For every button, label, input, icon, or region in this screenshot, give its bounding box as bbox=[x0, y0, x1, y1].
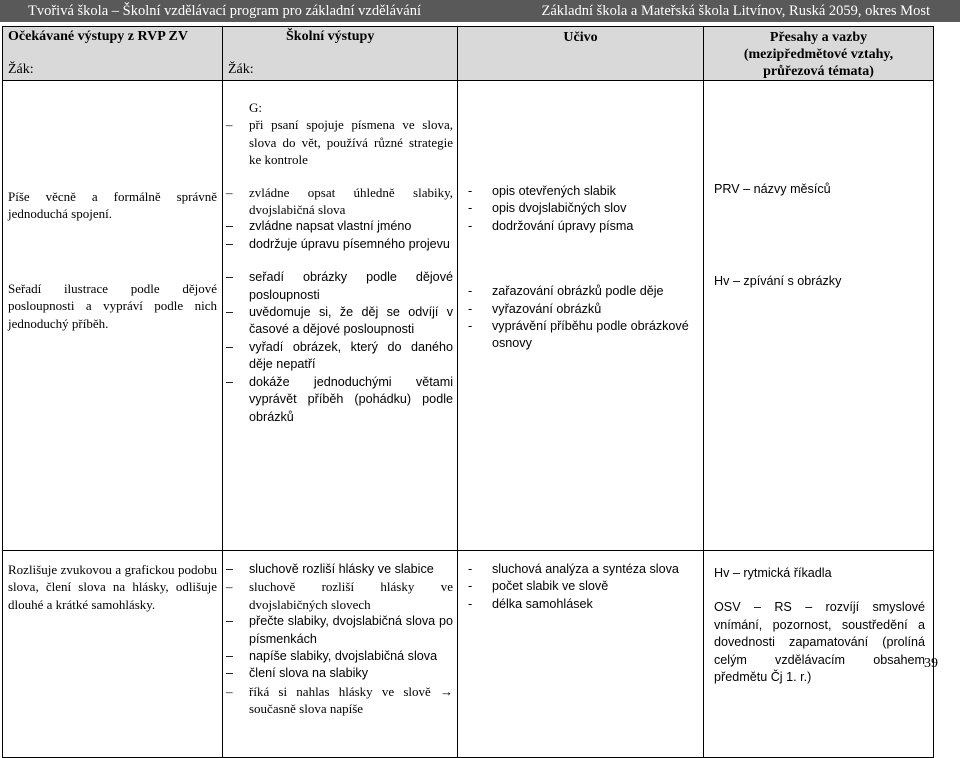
col2-title: Školní výstupy bbox=[286, 29, 375, 44]
list-item: - délka samohlásek bbox=[492, 596, 699, 613]
list-item: – člení slova na slabiky bbox=[249, 665, 453, 682]
school-list-r1 bbox=[223, 116, 457, 168]
list-item: – uvědomuje si, že děj se odvíjí v časové a dějové posloupnosti bbox=[249, 304, 453, 339]
list-item: - opis dvojslabičných slov bbox=[492, 200, 699, 217]
col-links-header bbox=[704, 27, 934, 81]
header-right: Základní škola a Mateřská škola Litvínov, Ruská 2059, okres Most bbox=[541, 2, 930, 19]
list-item: - dodržování úpravy písma bbox=[492, 218, 699, 235]
list-item: – sluchově rozliší hlásky ve slabice bbox=[249, 561, 453, 578]
list-item: - počet slabik ve slově bbox=[492, 578, 699, 595]
col-curriculum-header bbox=[458, 27, 704, 81]
curriculum-cell-r4 bbox=[458, 551, 704, 758]
list-item: – napíše slabiky, dvojslabičná slova bbox=[249, 648, 453, 665]
list-item: – zvládne napsat vlastní jméno bbox=[249, 218, 453, 235]
list-item: – sluchově rozliší hlásky ve dvojslabičných slovech bbox=[249, 578, 453, 613]
col4-line1: Přesahy a vazby bbox=[769, 30, 868, 45]
expected-r4: Rozlišuje zvukovou a grafickou podobu slova, člení slova na hlásky, odlišuje dlouhé a krátké samohlásky. bbox=[8, 562, 217, 612]
curriculum-table bbox=[2, 26, 934, 758]
links-r3: Hv – zpívání s obrázky bbox=[714, 274, 842, 289]
header-left: Tvořivá škola – Školní vzdělávací program pro základní vzdělávání bbox=[28, 2, 421, 19]
page-number: 39 bbox=[924, 656, 938, 671]
list-item: - vyřazování obrázků bbox=[492, 301, 699, 318]
list-item: - vyprávění příběhu podle obrázkové osnovy bbox=[492, 318, 699, 353]
list-item: – zvládne opsat úhledně slabiky, dvojslabičná slova bbox=[249, 184, 453, 219]
curriculum-list-r2 bbox=[458, 183, 703, 235]
col-school-header bbox=[223, 27, 458, 81]
expected-cell-r4 bbox=[3, 551, 223, 758]
list-item: - sluchová analýza a syntéza slova bbox=[492, 561, 699, 578]
expected-cell bbox=[3, 81, 223, 551]
table-row bbox=[3, 551, 934, 758]
table-row bbox=[3, 81, 934, 551]
list-item: – vyřadí obrázek, který do daného děje nepatří bbox=[249, 339, 453, 374]
list-item: – při psaní spojuje písmena ve slova, slova do vět, používá různé strategie ke kontrole bbox=[249, 116, 453, 168]
list-item: - opis otevřených slabik bbox=[492, 183, 699, 200]
col1-title: Očekávané výstupy z RVP ZV bbox=[8, 29, 188, 44]
col4-line2: (mezipředmětové vztahy, bbox=[743, 47, 894, 62]
school-head: G: bbox=[249, 100, 262, 115]
expected-r3: Seřadí ilustrace podle dějové posloupnosti a vypráví podle nich jednoduchý příběh. bbox=[8, 280, 217, 331]
col3-title: Učivo bbox=[563, 30, 598, 45]
list-item: – dokáže jednoduchými větami vyprávět příběh (pohádku) podle obrázků bbox=[249, 374, 453, 426]
school-list-r4 bbox=[223, 561, 457, 718]
list-item: – říká si nahlas hlásky ve slově → současně slova napíše bbox=[249, 683, 453, 718]
list-item: – seřadí obrázky podle dějové posloupnosti bbox=[249, 269, 453, 304]
school-list-r3 bbox=[223, 269, 457, 426]
expected-r2: Píše věcně a formálně správně jednoduchá spojení. bbox=[8, 189, 217, 222]
school-outputs-cell bbox=[223, 81, 458, 551]
document-header bbox=[0, 0, 960, 22]
links-r4-b: OSV – RS – rozvíjí smyslové vnímání, pozornost, soustředění a dovednosti zapamatování (prolíná celým vzdělávacím obsahem předmětu Čj 1. r.) bbox=[714, 600, 925, 685]
school-outputs-cell-r4 bbox=[223, 551, 458, 758]
table-header-row bbox=[3, 27, 934, 81]
col4-line3: průřezová témata) bbox=[763, 64, 874, 79]
list-item: – přečte slabiky, dvojslabičná slova po písmenkách bbox=[249, 613, 453, 648]
links-cell-r4 bbox=[704, 551, 934, 758]
links-r4-a: Hv – rytmická říkadla bbox=[714, 566, 832, 580]
col2-sub: Žák: bbox=[228, 62, 254, 77]
col-expected-header bbox=[3, 27, 223, 81]
col1-sub: Žák: bbox=[8, 62, 34, 77]
curriculum-cell bbox=[458, 81, 704, 551]
curriculum-list-r3 bbox=[458, 283, 703, 353]
list-item: – dodržuje úpravu písemného projevu bbox=[249, 236, 453, 253]
links-cell bbox=[704, 81, 934, 551]
links-r2: PRV – názvy měsíců bbox=[714, 182, 831, 196]
school-list-r2 bbox=[223, 184, 457, 254]
curriculum-list-r4 bbox=[458, 561, 703, 613]
list-item: - zařazování obrázků podle děje bbox=[492, 283, 699, 300]
